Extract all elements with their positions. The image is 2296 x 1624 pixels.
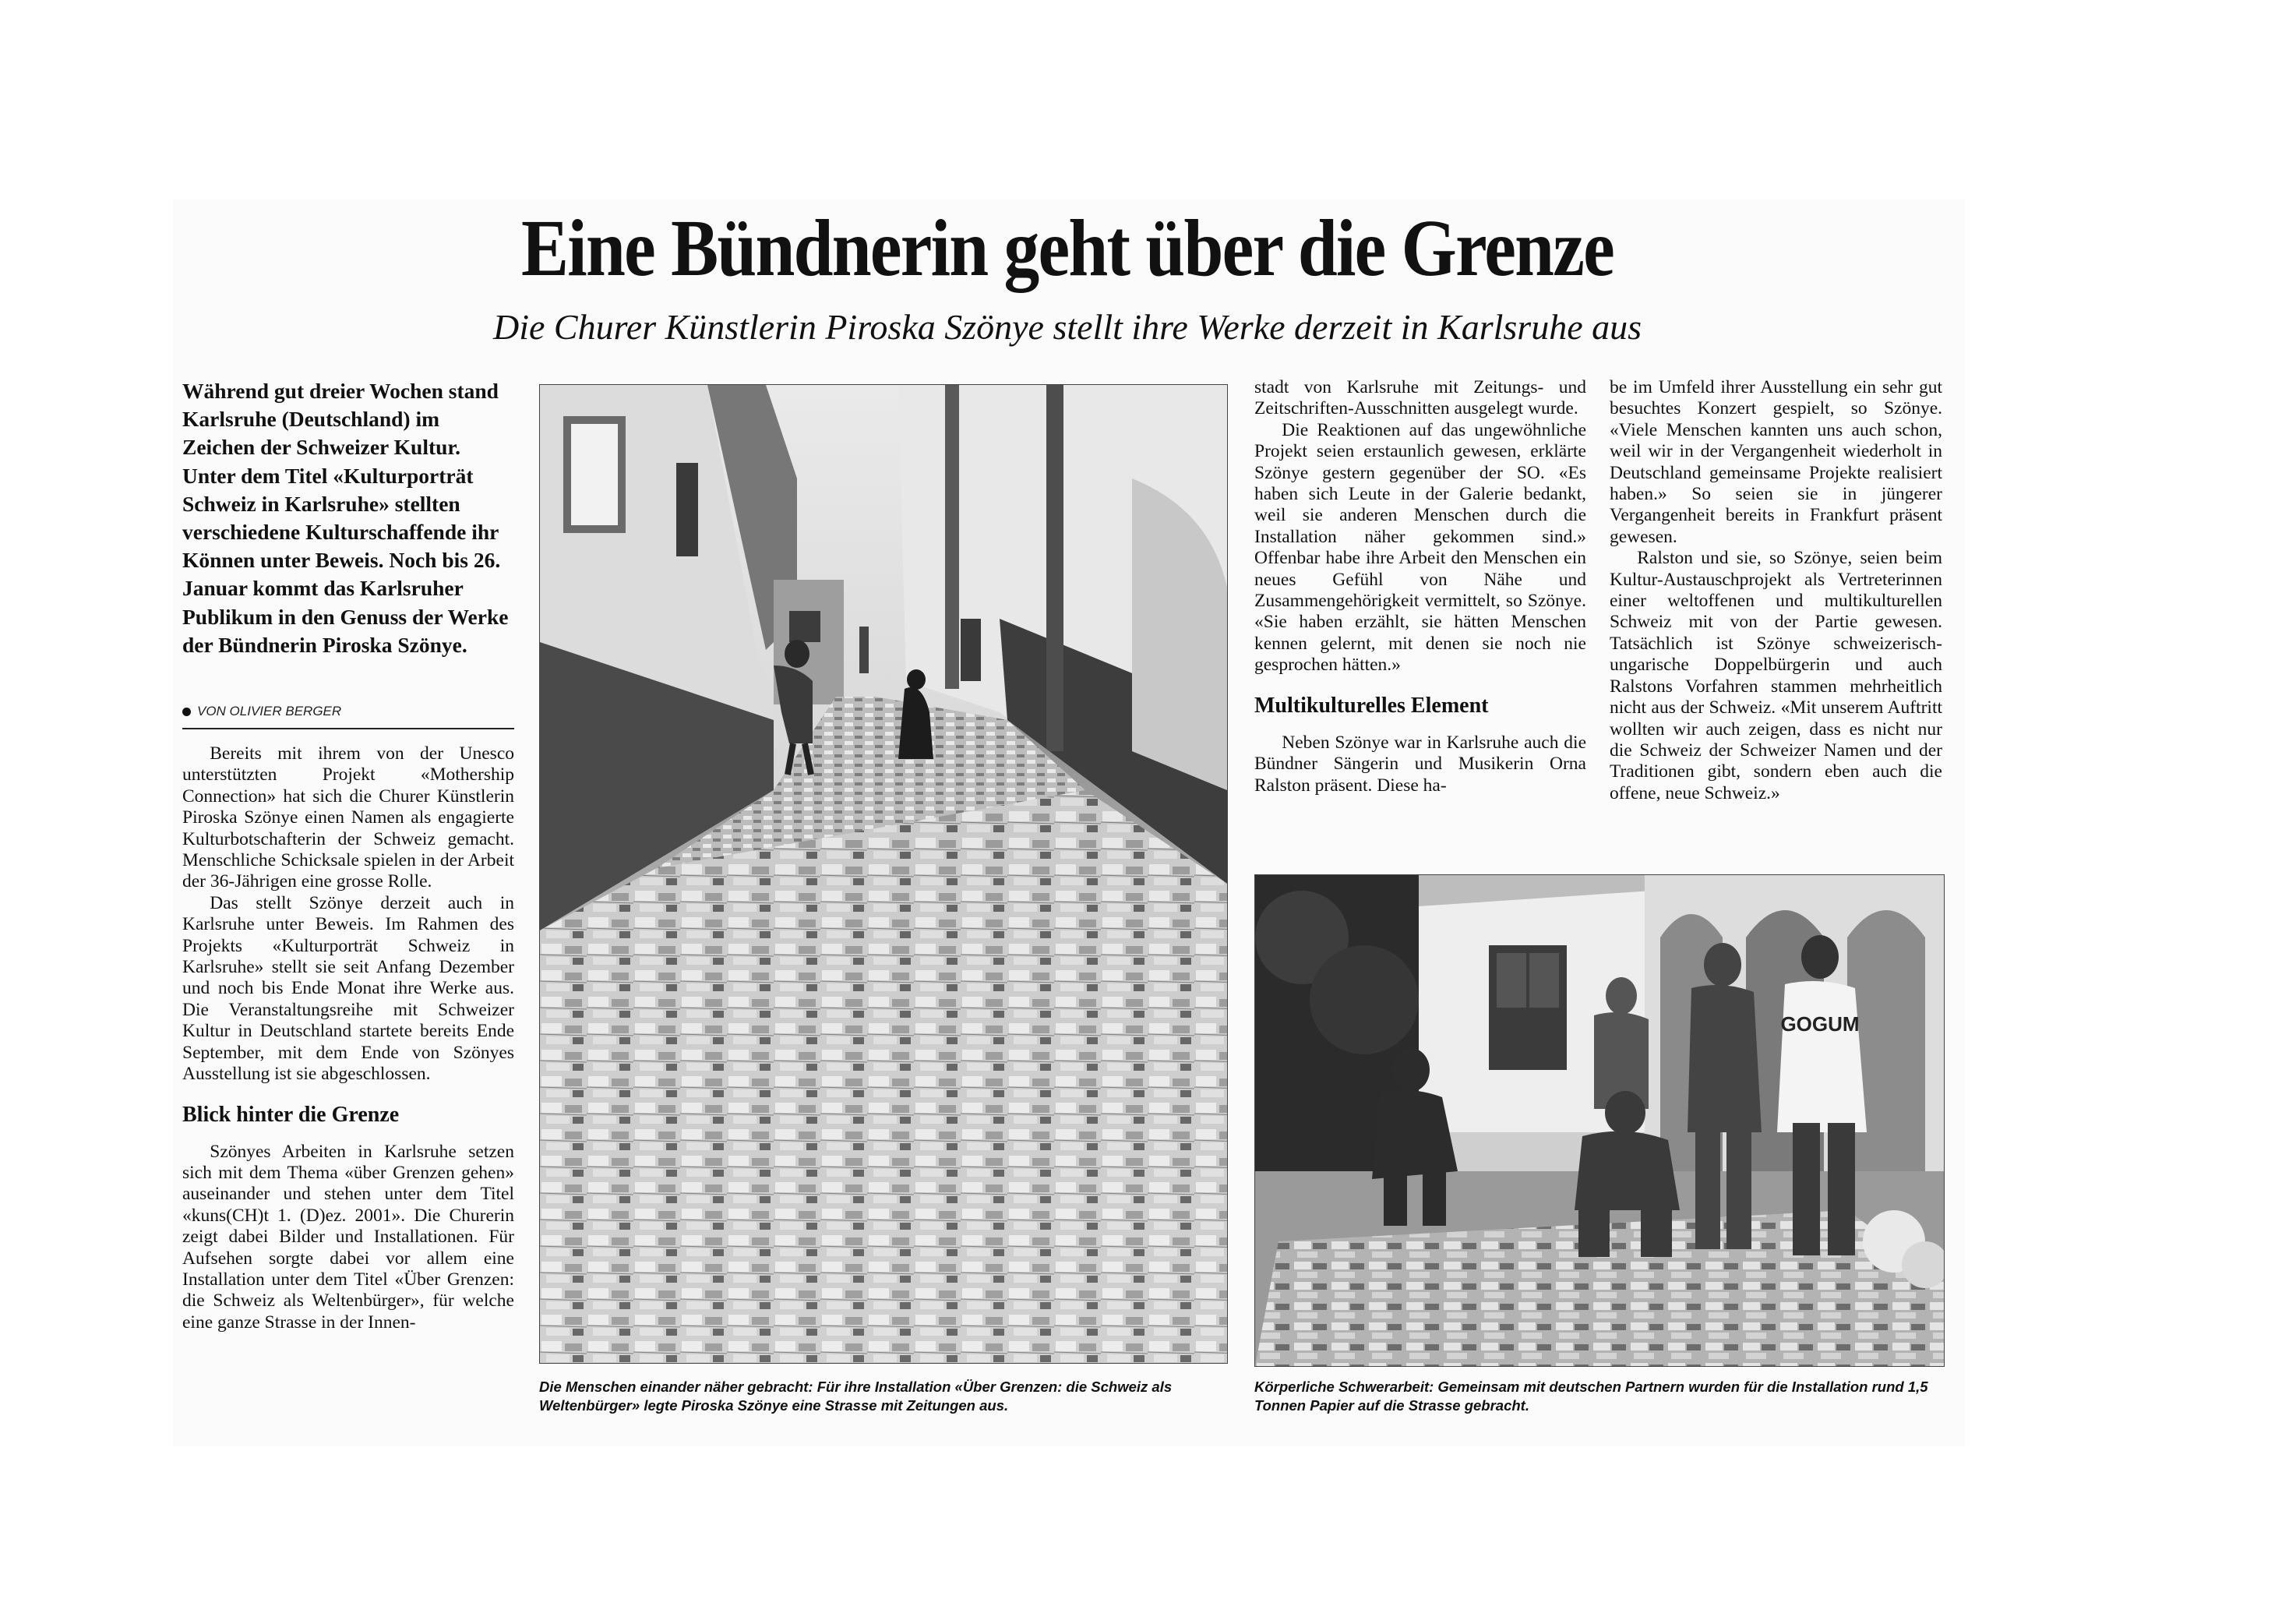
section-heading: Blick hinter die Grenze [182,1102,400,1127]
col4-paragraph: be im Umfeld ihrer Ausstellung ein sehr gut besuchtes Konzert gespielt, so Szönye. «Viele Menschen kannten uns auch schon, weil wir in der Vergangenheit wiederholt in Deutschland gemeinsame Projekte realisiert haben.» So seien sie in jüngerer Vergangenheit bereits in Frankfurt präsent gewesen. [1610,377,1942,547]
section-heading: Multikulturelles Element [1254,693,1489,718]
photo-1-caption: Die Menschen einander näher gebracht: Für ihre Installation «Über Grenzen: die Schweiz als Weltenbürger» legte Piroska Szönye eine Strasse mit Zeitungen aus. [539,1379,1173,1414]
lead-paragraph: Während gut dreier Wochen stand Karlsruhe (Deutschland) im Zeichen der Schweizer Kultur. Unter dem Titel «Kulturporträt Schweiz in Karlsruhe» stellten verschiedene Kulturschaffende ihr Können unter Beweis. Noch bis 26. Januar kommt das Karlsruher Publikum in den Genuss der Werke der Bündnerin Piroska Szönye. [182,379,509,657]
group-image [1255,875,1944,1366]
bullet-icon [182,708,191,716]
street-image [540,385,1227,1363]
col4-paragraph: Ralston und sie, so Szönye, seien beim Kultur-Austauschprojekt als Vertreterinnen einer weltoffenen und multikulturellen Schweiz mit von der Partie gewesen. Tatsächlich ist Szönye schweizerisch-ungarische Doppelbürgerin und auch Ralstons Vorfahren stammen mehrheitlich nicht aus der Schweiz. «Mit unserem Auftritt wollten wir auch zeigen, dass es nicht nur die Schweiz der Schweizer Namen und der Traditionen gibt, sondern eben auch die offene, neue Schweiz.» [1610,548,1942,803]
byline [182,704,514,719]
photo-newspaper-street [539,384,1228,1364]
col3-paragraph: stadt von Karlsruhe mit Zeitungs- und Zeitschriften-Ausschnitten ausgelegt wurde. [1254,377,1586,419]
column-4 [1610,377,1942,804]
column-1 [182,743,514,1333]
byline-text: VON OLIVIER BERGER [197,704,342,718]
byline-rule [182,728,514,729]
photo-2-caption: Körperliche Schwerarbeit: Gemeinsam mit deutschen Partnern wurden für die Installation rund 1,5 Tonnen Papier auf die Strasse gebracht. [1254,1379,1928,1414]
col1-paragraph: Das stellt Szönye derzeit auch in Karlsruhe unter Beweis. Im Rahmen des Projekts «Kulturporträt Schweiz in Karlsruhe» stellt sie seit Anfang Dezember und noch bis Ende Monat ihre Werke aus. Die Veranstaltungsreihe mit Schweizer Kultur in Deutschland startete bereits Ende September, mit dem Ende von Szönyes Ausstellung ist sie abgeschlossen. [182,892,514,1085]
shirt-print: GOGUM [1780,1012,1860,1036]
col3-paragraph: Neben Szönye war in Karlsruhe auch die Bündner Sängerin und Musikerin Orna Ralston präsent. Diese ha- [1254,732,1586,796]
col1-paragraph: Szönyes Arbeiten in Karlsruhe setzen sich mit dem Thema «über Grenzen gehen» auseinander und stehen unter dem Titel «kuns(CH)t 1. (D)ez. 2001». Die Churerin zeigt dabei Bilder und Installationen. Für Aufsehen sorgte dabei vor allem eine Installation unter dem Titel «Über Grenzen: die Schweiz als Weltenbürger», für welche eine ganze Strasse in der Innen- [182,1141,514,1333]
photo-group [1254,874,1945,1367]
col1-paragraph: Bereits mit ihrem von der Unesco unterstützten Projekt «Mothership Connection» hat sich die Churer Künstlerin Piroska Szönye einen Namen als engagierte Kulturbotschafterin der Schweiz gemacht. Menschliche Schicksale spielen in der Arbeit der 36-Jährigen eine grosse Rolle. [182,743,514,892]
headline: Eine Bündnerin geht über die Grenze [520,203,1614,293]
subheadline: Die Churer Künstlerin Piroska Szönye stellt ihre Werke derzeit in Karlsruhe aus [492,307,1642,347]
col3-paragraph: Die Reaktionen auf das ungewöhnliche Projekt seien erstaunlich gewesen, erklärte Szönye gestern gegenüber der SO. «Es haben sich Leute in der Galerie bedankt, weil sie anderen Menschen durch die Installation näher gekommen sind.» Offenbar habe ihre Arbeit den Menschen ein neues Gefühl von Nähe und Zusammengehörigkeit vermittelt, so Szönye. «Sie haben erzählt, sie hätten Menschen kennen gelernt, mit denen sie noch nie gesprochen hätten.» [1254,419,1586,676]
column-3 [1254,377,1586,796]
